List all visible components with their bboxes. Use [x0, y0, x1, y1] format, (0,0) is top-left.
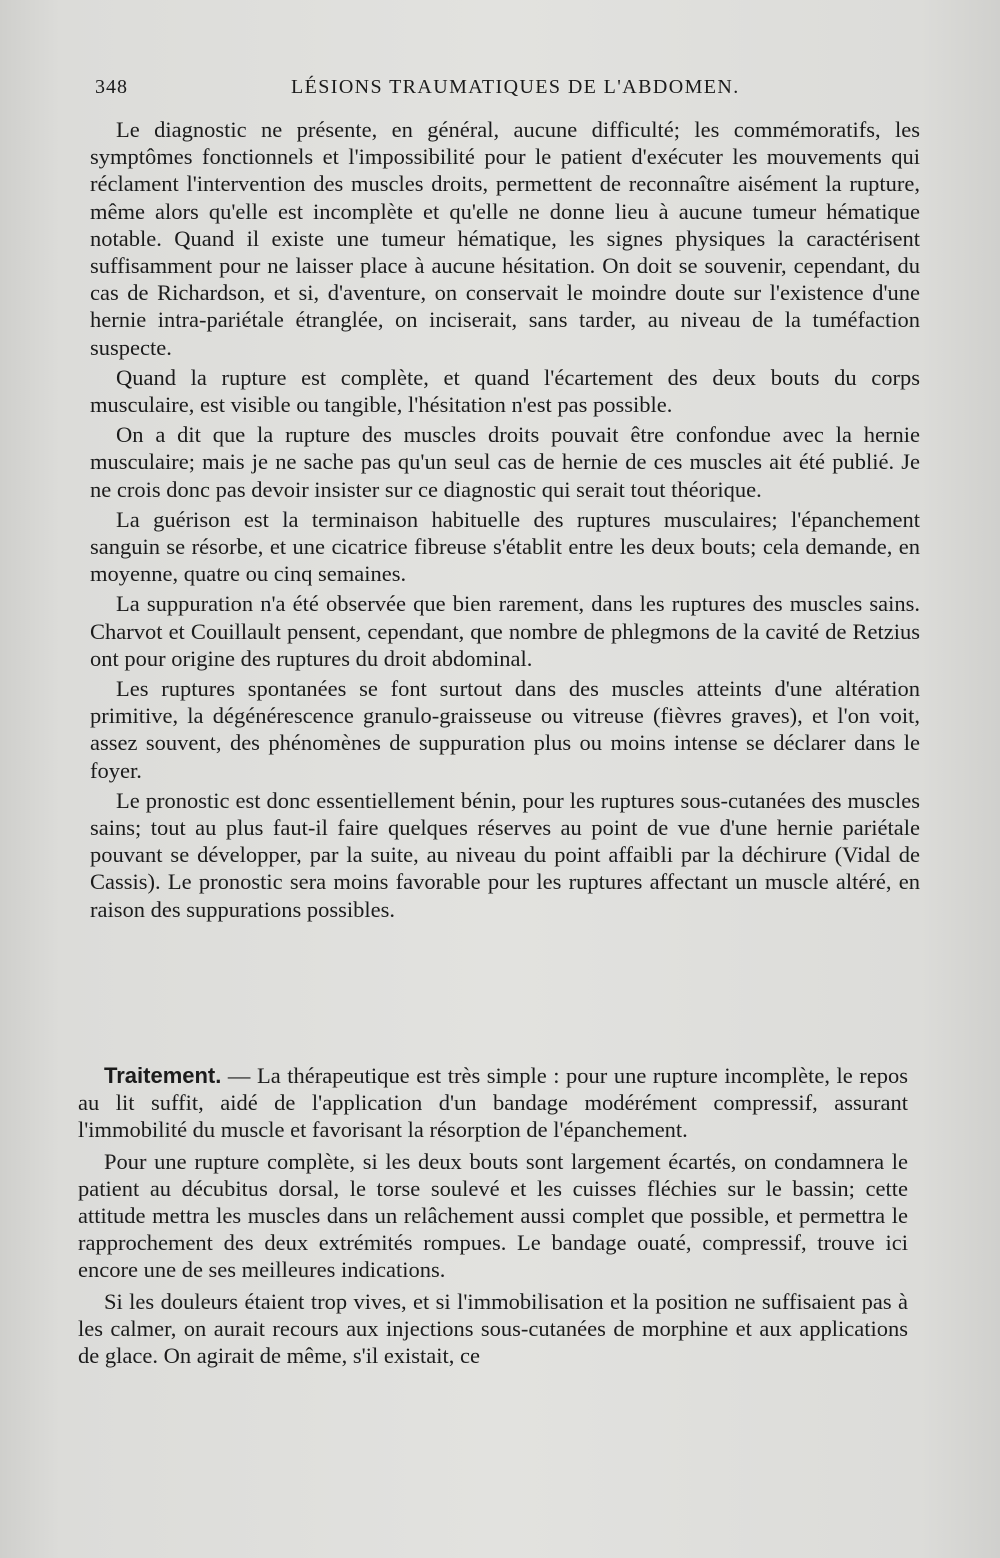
treatment-section [78, 1062, 908, 1369]
paragraph-prognosis: Le pronostic est donc essentiellement bénin, pour les ruptures sous-cutanées des muscles sains; tout au plus faut-il faire quelques réserves au point de vue d'une hernie pariétale pouvant se développer, par la suite, au niveau du point affaibli par la déchirure (Vidal de Cassis). Le pronostic sera moins favorable pour les ruptures affectant un muscle altéré, en raison des suppurations possibles. [90, 787, 920, 922]
paragraph-complete-rupture: Quand la rupture est complète, et quand l'écartement des deux bouts du corps musculaire, est visible ou tangible, l'hésitation n'est pas possible. [90, 364, 920, 418]
paragraph-spontaneous-ruptures: Les ruptures spontanées se font surtout dans des muscles atteints d'une altération primitive, la dégénérescence granulo-graisseuse ou vitreuse (fièvres graves), et l'on voit, assez souvent, des phénomènes de suppuration plus ou moins intense se déclarer dans le foyer. [90, 676, 920, 783]
body-text [90, 116, 920, 923]
page-header [95, 76, 905, 110]
running-head: LÉSIONS TRAUMATIQUES DE L'ABDOMEN. [291, 76, 740, 98]
paragraph-diagnostic: Le diagnostic ne présente, en général, aucune difficulté; les commémoratifs, les symptômes fonctionnels et l'impossibilité pour le patient d'exécuter les mouvements qui réclament l'intervention des muscles droits, permettent de reconnaître aisément la rupture, même alors qu'elle est incomplète et qu'elle ne donne lieu à aucune tumeur hématique notable. Quand il existe une tumeur hématique, les signes physiques la caractérisent suffisamment pour ne laisser place à aucune hésitation. On doit se souvenir, cependant, du cas de Richardson, et si, d'aventure, on conservait le moindre doute sur l'existence d'une hernie intra-pariétale étranglée, on inciserait, sans tarder, au niveau de la tuméfaction suspecte. [90, 117, 920, 360]
paragraph-healing: La guérison est la terminaison habituelle des ruptures musculaires; l'épanchement sanguin se résorbe, et une cicatrice fibreuse s'établit entre les deux bouts; cela demande, en moyenne, quatre ou cinq semaines. [90, 506, 920, 587]
paragraph-muscular-hernia: On a dit que la rupture des muscles droits pouvait être confondue avec la hernie musculaire; mais je ne sache pas qu'un seul cas de hernie de ces muscles ait été publié. Je ne crois donc pas devoir insister sur ce diagnostic qui serait tout théorique. [90, 422, 920, 502]
treatment-lead-text: — La thérapeutique est très simple : pour une rupture incomplète, le repos au lit suffit, aidé de l'application d'un bandage modérément compressif, assurant l'immobilité du muscle et favorisant la résorption de l'épanchement. [78, 1063, 908, 1143]
page-number: 348 [95, 76, 128, 98]
paragraph-suppuration: La suppuration n'a été observée que bien rarement, dans les ruptures des muscles sains. Charvot et Couillault pensent, cependant, que nombre de phlegmons de la cavité de Retzius ont pour origine des ruptures du droit abdominal. [90, 591, 920, 671]
paragraph-complete-rupture-treatment: Pour une rupture complète, si les deux bouts sont largement écartés, on condamnera le patient au décubitus dorsal, le torse soulevé et les cuisses fléchies sur le bassin; cette attitude mettra les muscles dans un relâchement aussi complet que possible, et permettra le rapprochement des deux extrémités rompues. Le bandage ouaté, compressif, trouve ici encore une de ses meilleures indications. [78, 1148, 908, 1283]
section-title: Traitement. [104, 1063, 222, 1088]
treatment-lead-paragraph [78, 1062, 908, 1144]
paragraph-pain-treatment: Si les douleurs étaient trop vives, et si l'immobilisation et la position ne suffisaient pas à les calmer, on aurait recours aux injections sous-cutanées de morphine et aux applications de glace. On agirait de même, s'il existait, ce [78, 1288, 908, 1369]
